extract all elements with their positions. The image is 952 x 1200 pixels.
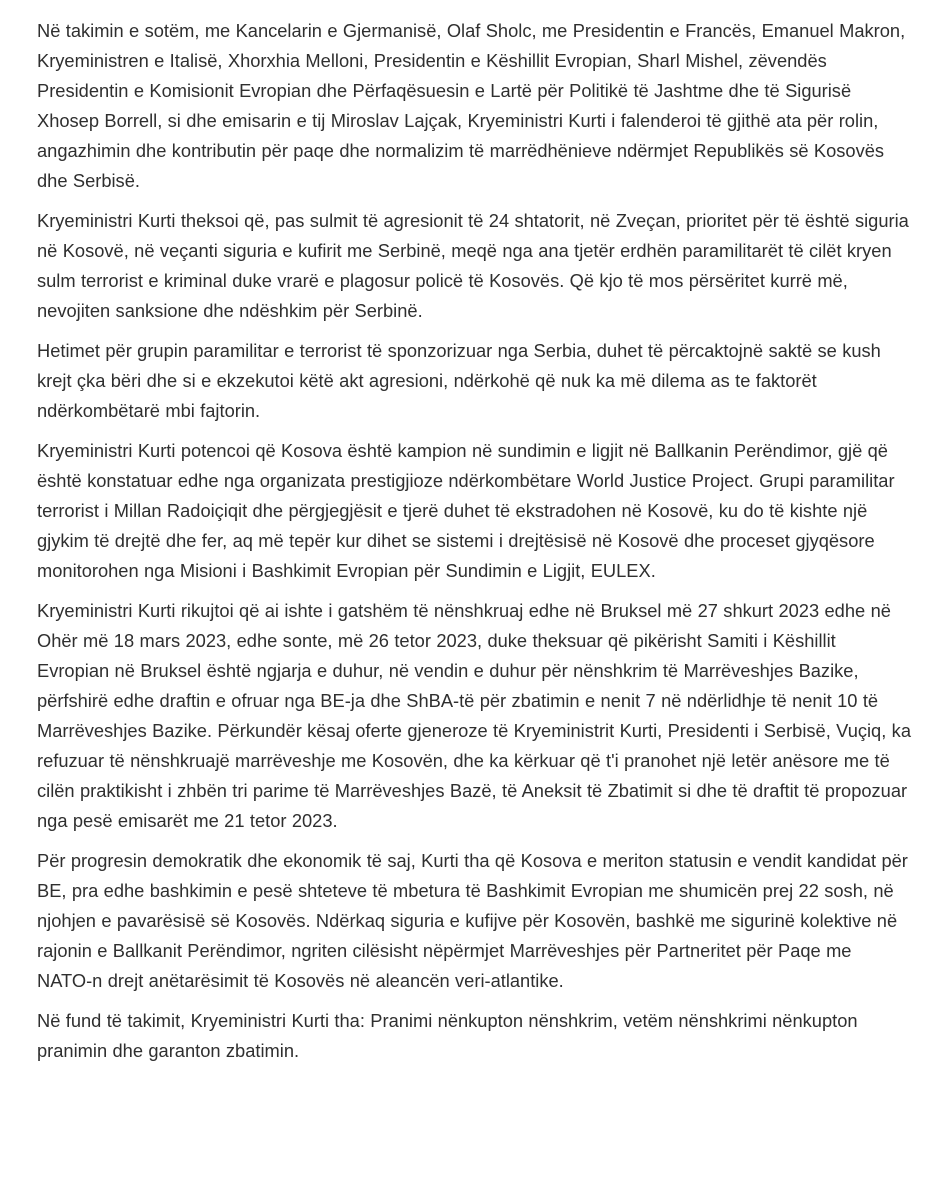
paragraph-7: Në fund të takimit, Kryeministri Kurti tha: Pranimi nënkupton nënshkrim, vetëm nënshkrimi nënkupton pranimin dhe garanton zbatimin. (37, 1010, 858, 1061)
paragraph-3: Hetimet për grupin paramilitar e terrorist të sponzorizuar nga Serbia, duhet të përcaktojnë saktë se kush krejt çka bëri dhe si e ekzekutoi këtë akt agresioni, ndërkohë që nuk ka më dilema as te faktorët ndërkombëtarë mbi fajtorin. (37, 340, 881, 421)
paragraph-1: Në takimin e sotëm, me Kancelarin e Gjermanisë, Olaf Sholc, me Presidentin e Francës, Emanuel Makron, Kryeministren e Italisë, Xhorxhia Melloni, Presidentin e Këshillit Evropian, Sharl Mishel, zëvendës Presidentin e Komisionit Evropian dhe Përfaqësuesin e Lartë për Politikë të Jashtme dhe të Sigurisë Xhosep Borrell, si dhe emisarin e tij Miroslav Lajçak, Kryeministri Kurti i falenderoi të gjithë ata për rolin, angazhimin dhe kontributin për paqe dhe normalizim të marrëdhënieve ndërmjet Republikës së Kosovës dhe Serbisë. (37, 20, 906, 191)
paragraph-5: Kryeministri Kurti rikujtoi që ai ishte i gatshëm të nënshkruaj edhe në Bruksel më 27 shkurt 2023 edhe në Ohër më 18 mars 2023, edhe sonte, më 26 tetor 2023, duke theksuar që pikërisht Samiti i Këshillit Evropian në Bruksel është ngjarja e duhur, në vendin e duhur për nënshkrim të Marrëveshjes Bazike, përfshirë edhe draftin e ofruar nga BE-ja dhe ShBA-të për zbatimin e nenit 7 në ndërlidhje të nenit 10 të Marrëveshjes Bazike. Përkundër kësaj oferte gjeneroze të Kryeministrit Kurti, Presidenti i Serbisë, Vuçiq, ka refuzuar të nënshkruajë marrëveshje me Kosovën, dhe ka kërkuar që t'i pranohet një letër anësore me të cilën praktikisht i zhbën tri parime të Marrëveshjes Bazë, të Aneksit të Zbatimit si dhe të draftit të propozuar nga pesë emisarët me 21 tetor 2023. (37, 600, 911, 831)
paragraph-2: Kryeministri Kurti theksoi që, pas sulmit të agresionit të 24 shtatorit, në Zveçan, prioritet për të është siguria në Kosovë, në veçanti siguria e kufirit me Serbinë, meqë nga ana tjetër erdhën paramilitarët të cilët kryen sulm terrorist e kriminal duke vrarë e plagosur policë të Kosovës. Që kjo të mos përsëritet kurrë më, nevojiten sanksione dhe ndëshkim për Serbinë. (37, 210, 909, 321)
paragraph-4: Kryeministri Kurti potencoi që Kosova është kampion në sundimin e ligjit në Ballkanin Perëndimor, gjë që është konstatuar edhe nga organizata prestigjioze ndërkombëtare World Justice Project. Grupi paramilitar terrorist i Millan Radoiçiqit dhe përgjegjësit e tjerë duhet të ekstradohen në Kosovë, ku do të kishte një gjykim të drejtë dhe fer, aq më tepër kur dihet se sistemi i drejtësisë në Kosovë dhe proceset gjyqësore monitorohen nga Misioni i Bashkimit Evropian për Sundimin e Ligjit, EULEX. (37, 440, 895, 581)
paragraph-6: Për progresin demokratik dhe ekonomik të saj, Kurti tha që Kosova e meriton statusin e vendit kandidat për BE, pra edhe bashkimin e pesë shteteve të mbetura të Bashkimit Evropian me shumicën prej 22 sosh, në njohjen e pavarësisë së Kosovës. Ndërkaq siguria e kufijve për Kosovën, bashkë me sigurinë kolektive në rajonin e Ballkanit Perëndimor, ngriten cilësisht nëpërmjet Marrëveshjes për Partneritet për Paqe me NATO-n drejt anëtarësimit të Kosovës në aleancën veri-atlantike. (37, 850, 908, 991)
